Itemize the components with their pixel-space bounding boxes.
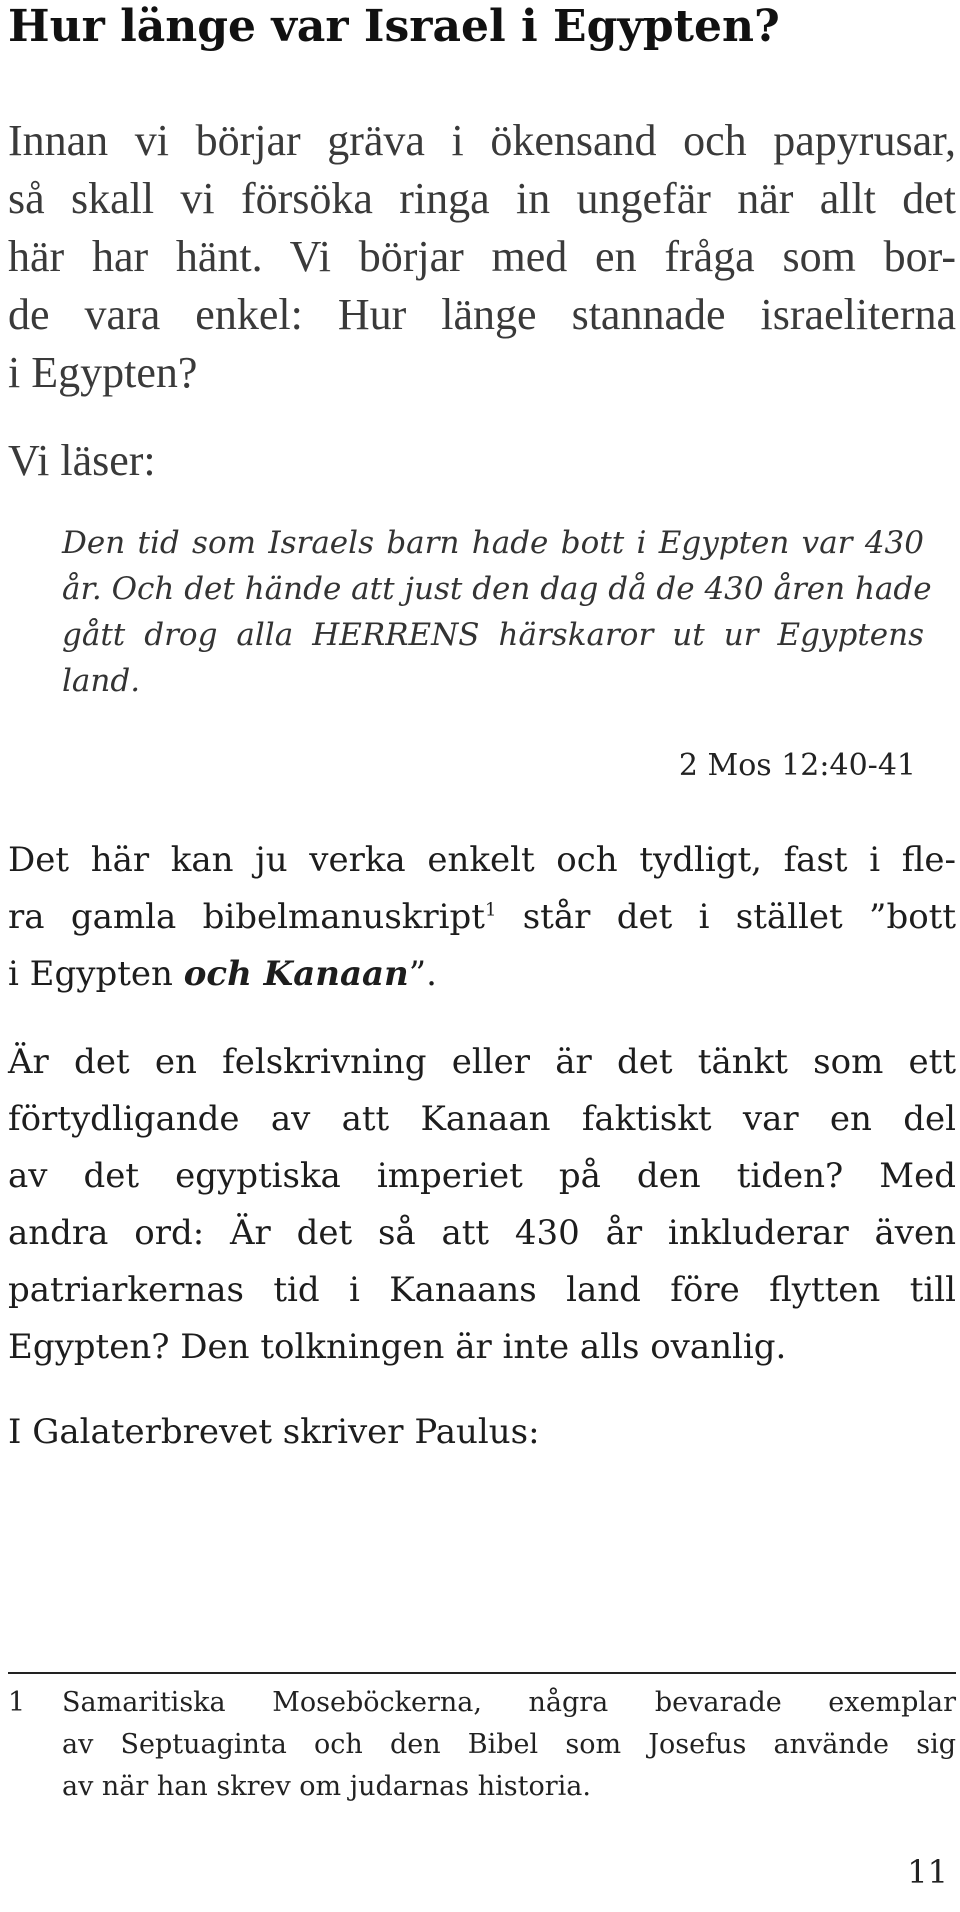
paragraph-text: ”. — [408, 954, 437, 994]
footnote-marker[interactable]: 1 — [484, 899, 497, 921]
footnote-divider — [8, 1672, 956, 1674]
quote-line: gått drog alla HERRENS härskaror ut ur Egyptens — [62, 617, 924, 653]
paragraph-line: av det egyptiska imperiet på den tiden? Med — [8, 1156, 956, 1196]
footnote-line: av när han skrev om judarnas historia. — [62, 1771, 591, 1802]
intro-line: de vara enkel: Hur länge stannade israeliterna — [8, 290, 956, 339]
paragraph-text: ra gamla bibelmanuskript — [8, 897, 485, 937]
paragraph-line: förtydligande av att Kanaan faktiskt var en del — [8, 1099, 956, 1139]
paragraph-line: patriarkernas tid i Kanaans land före flytten till — [8, 1270, 956, 1310]
intro-line: så skall vi försöka ringa in ungefär när allt det — [8, 174, 956, 223]
vi-laser-text: Vi läser: — [8, 436, 156, 485]
quote-reference: 2 Mos 12:40-41 — [678, 748, 916, 783]
quote-line: år. Och det hände att just den dag då de 430 åren hade — [62, 571, 932, 607]
paragraph-line: Är det en felskrivning eller är det tänkt som ett — [8, 1042, 956, 1082]
page-number: 11 — [907, 1853, 948, 1891]
book-page — [8, 0, 956, 1912]
paragraph-text: i Egypten — [8, 954, 184, 994]
footnote-text — [62, 1682, 956, 1808]
paragraph-line: Det här kan ju verka enkelt och tydligt, fast i fle- — [8, 840, 956, 880]
footnote-line: Samaritiska Moseböckerna, några bevarade exemplar — [62, 1687, 956, 1718]
intro-paragraph — [8, 112, 956, 402]
quote-line: Den tid som Israels barn hade bott i Egypten var 430 — [62, 525, 924, 561]
footnote-number: 1 — [8, 1687, 26, 1718]
chapter-heading: Hur länge var Israel i Egypten? — [8, 1, 780, 52]
intro-line: Innan vi börjar gräva i ökensand och papyrusar, — [8, 116, 956, 165]
emphasized-text: och Kanaan — [183, 954, 409, 994]
bible-quote — [62, 520, 932, 704]
paragraph-line: Egypten? Den tolkningen är inte alls ovanlig. — [8, 1327, 787, 1367]
paragraph-line — [8, 946, 956, 1003]
paragraph-text: står det i stället ”bott — [496, 897, 956, 937]
interpretation-paragraph — [8, 1034, 956, 1376]
intro-line: i Egypten? — [8, 348, 198, 397]
paragraph-line: andra ord: Är det så att 430 år inkluderar även — [8, 1213, 956, 1253]
manuscript-paragraph — [8, 832, 956, 1003]
footnote-line: av Septuaginta och den Bibel som Josefus använde sig — [62, 1729, 956, 1760]
quote-line: land. — [62, 663, 141, 699]
galatians-intro: I Galaterbrevet skriver Paulus: — [8, 1412, 540, 1452]
paragraph-line — [8, 889, 956, 946]
intro-line: här har hänt. Vi börjar med en fråga som bor- — [8, 232, 956, 281]
